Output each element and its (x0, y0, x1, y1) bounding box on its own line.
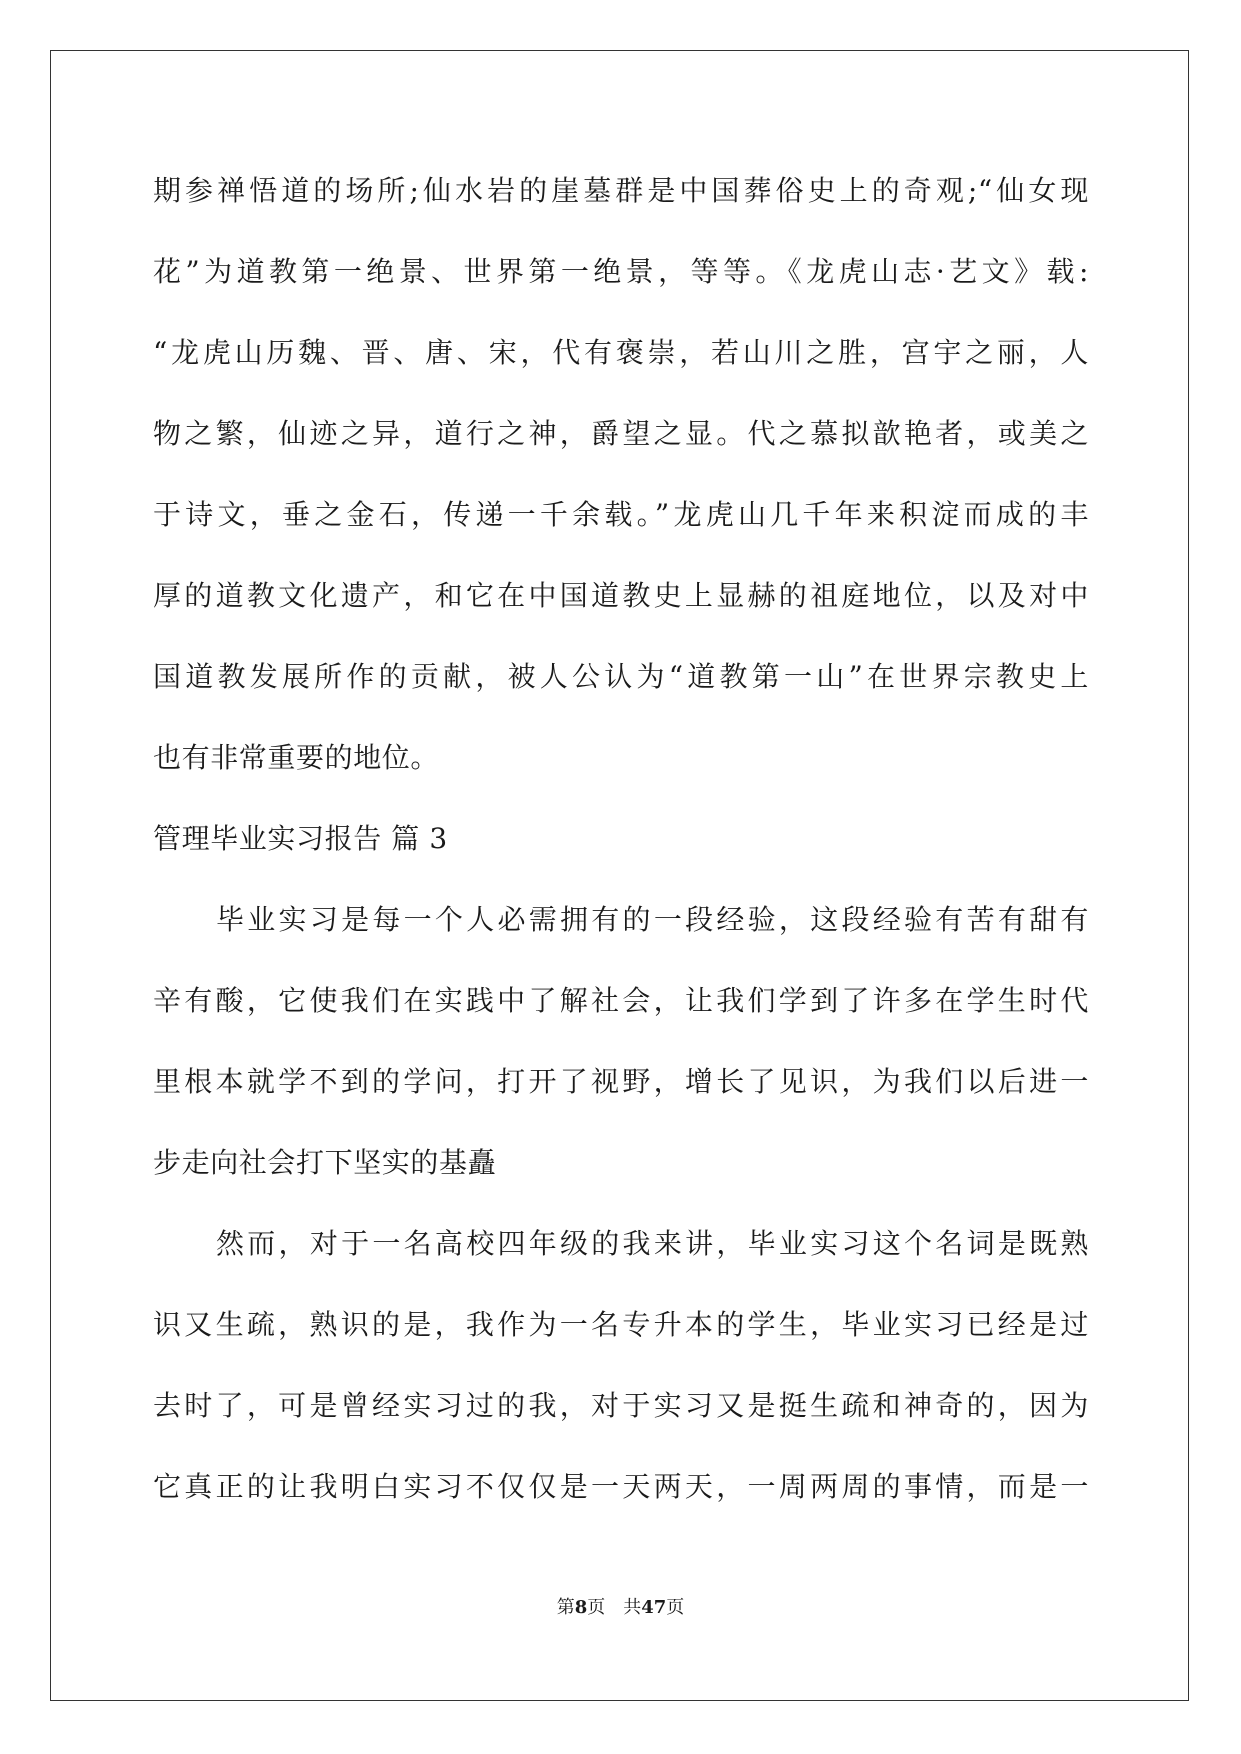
body-line-first: 然而，对于一名高校四年级的我来讲，毕业实习这个名词是既熟 (216, 1227, 1089, 1260)
body-line: 花”为道教第一绝景、世界第一绝景，等等。《龙虎山志·艺文》载: (153, 255, 1089, 288)
total-prefix: 共 (623, 1597, 642, 1618)
body-line: 国道教发展所作的贡献，被人公认为“道教第一山”在世界宗教史上 (153, 660, 1089, 693)
section-heading: 管理毕业实习报告 篇 3 (153, 822, 448, 855)
body-line: 期参禅悟道的场所;仙水岩的崖墓群是中国葬俗史上的奇观;“仙女现 (153, 174, 1089, 207)
body-line: 于诗文，垂之金石，传递一千余载。”龙虎山几千年来积淀而成的丰 (153, 498, 1089, 531)
page-prefix: 第 (556, 1597, 575, 1618)
total-suffix: 页 (666, 1597, 685, 1618)
document-body (153, 166, 1089, 1543)
page-footer (0, 1593, 1241, 1619)
page-suffix: 页 (587, 1597, 606, 1618)
body-line: 它真正的让我明白实习不仅仅是一天两天，一周两周的事情，而是一 (153, 1470, 1089, 1503)
body-line: 识又生疏，熟识的是，我作为一名专升本的学生，毕业实习已经是过 (153, 1308, 1089, 1341)
body-line: 去时了，可是曾经实习过的我，对于实习又是挺生疏和神奇的，因为 (153, 1389, 1089, 1422)
body-line-last: 也有非常重要的地位。 (153, 741, 440, 774)
body-line: 里根本就学不到的学问，打开了视野，增长了见识，为我们以后进一 (153, 1065, 1089, 1098)
body-line: 物之繁，仙迹之异，道行之神，爵望之显。代之慕拟歆艳者，或美之 (153, 417, 1089, 450)
body-line: 厚的道教文化遗产，和它在中国道教史上显赫的祖庭地位，以及对中 (153, 579, 1089, 612)
page-number: 8 (574, 1597, 588, 1618)
total-pages: 47 (641, 1597, 667, 1618)
body-line: “龙虎山历魏、晋、唐、宋，代有褒崇，若山川之胜，宫宇之丽，人 (153, 336, 1089, 369)
body-line: 辛有酸，它使我们在实践中了解社会，让我们学到了许多在学生时代 (153, 984, 1089, 1017)
body-line-first: 毕业实习是每一个人必需拥有的一段经验，这段经验有苦有甜有 (216, 903, 1089, 936)
body-line-last: 步走向社会打下坚实的基矗 (153, 1146, 497, 1179)
